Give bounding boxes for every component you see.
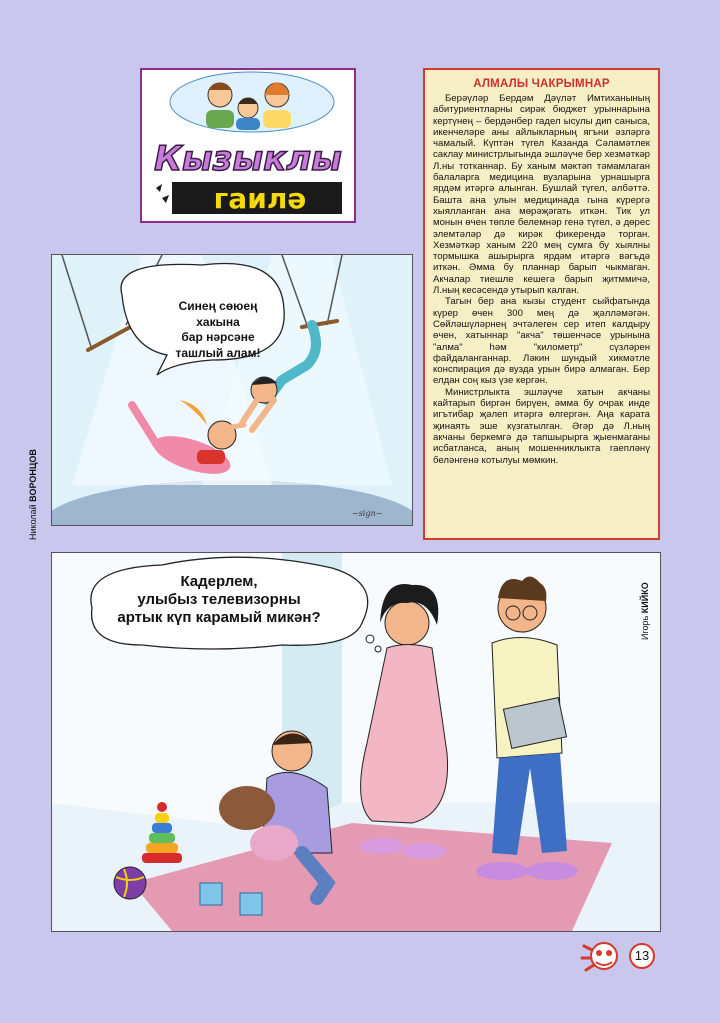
article-paragraph-3: Министрлыкта эшләүче хатын акчаны кайтарып биргән бирүен, әмма бу очрак инде игътибар җәлеп итәргә өлгергән. Аңа карата җинаять эше күзгатылган. Әгәр дә Л.ның акчаны беркемгә дә тапшырырга җыенмаганы исбатланса, аның мошенниклыкта гаепләнү беләнгенә котылуы мөмкин. <box>433 386 650 466</box>
article-box <box>423 68 660 540</box>
article-paragraph-1: Берәүләр Бердәм Дәүләт Имтиханының абитуриентларны сирәк бюджет урыннарына кертүнең – бердәнбер гадел ысулы дип саныса, икенчеләре аны айлыкларның ягъни әзләргә чамалый. Күптән түгел Казанда Сәламәтлек саклау министрлыгында эшләүче бер хезмәткәр Л.ны тотканнар. Бу ханым мәктәп тәмамлаган балаларга медицина вузларына урнашырга ярдәм итәргә алынган. Бушлай түгел, әлбәттә. Башта ана улын медицинада гына күрергә хыялланган ана мөрәҗәгать иткән. Тик ул монын өчен төпле белемнәр генә түгел, ә дөрес элемтәләр дә кирәк фикерендә торган. Хезмәткәр ханым 220 мең сумга бу хыялны тормышка ашырырга ярдәм итәргә вәгъдә иткән. Әмма бу планнар барып чыкмаган. Акчалар тиешле кешегә барып җитммичә, Л.ның кесәсендә утырып калган. <box>433 93 650 297</box>
logo-title-line2: гаилә <box>213 182 307 215</box>
credit-first-name: Николай <box>28 504 38 540</box>
magazine-logo <box>140 68 356 223</box>
ball-toy <box>114 867 146 899</box>
article-heading: АЛМАЛЫ ЧАКРЫМНАР <box>473 78 610 90</box>
page-number: 13 <box>629 943 655 969</box>
artist-credit-2 <box>640 582 650 640</box>
trapeze-illustration <box>52 255 412 525</box>
credit-last-name: КИЙКО <box>640 582 650 614</box>
speech-bubble-1 <box>148 299 288 361</box>
logo-artwork <box>142 70 354 221</box>
cartoon-trapeze <box>51 254 413 526</box>
artist-credit-1 <box>28 449 38 540</box>
artist-signature-1: ~sign~ <box>352 509 383 518</box>
speech-line: улыбыз телевизорны <box>137 591 301 608</box>
speech-bubble-2 <box>94 573 344 627</box>
logo-title-line1: Кызыклы <box>154 139 342 179</box>
speech-line: Синең сөюең <box>178 299 258 313</box>
toy-elephant <box>250 825 298 861</box>
speech-line: ташлый алам! <box>175 345 261 360</box>
speech-line: Кадерлем, <box>180 573 258 590</box>
mascot-icon <box>574 936 630 978</box>
speech-line: артык күп карамый микән? <box>117 609 321 626</box>
speech-line: хакына <box>196 314 240 329</box>
article-paragraph-2: Тагын бер ана кызы студент сыйфатында күрер өчен 300 мең дә җәлләмәгән. Сөйләшүләрнең эчтәлеген сер итеп калдыру өчен, хатыннар "акча" төшенчәсе урынына "алма" һәм "километр" сүзләрен файдаланганнар. Ләкин шундый хикмәтле конспирация дә вузда урын бирә алмаган. Бер елдан соң кыз үзе кергән. <box>433 296 650 387</box>
teddy-bear <box>219 786 275 830</box>
credit-first-name: Игорь <box>640 615 650 640</box>
speech-line: бар нәрсәне <box>181 330 255 344</box>
credit-last-name: ВОРОНЦОВ <box>28 449 38 502</box>
cartoon-family <box>51 552 661 932</box>
